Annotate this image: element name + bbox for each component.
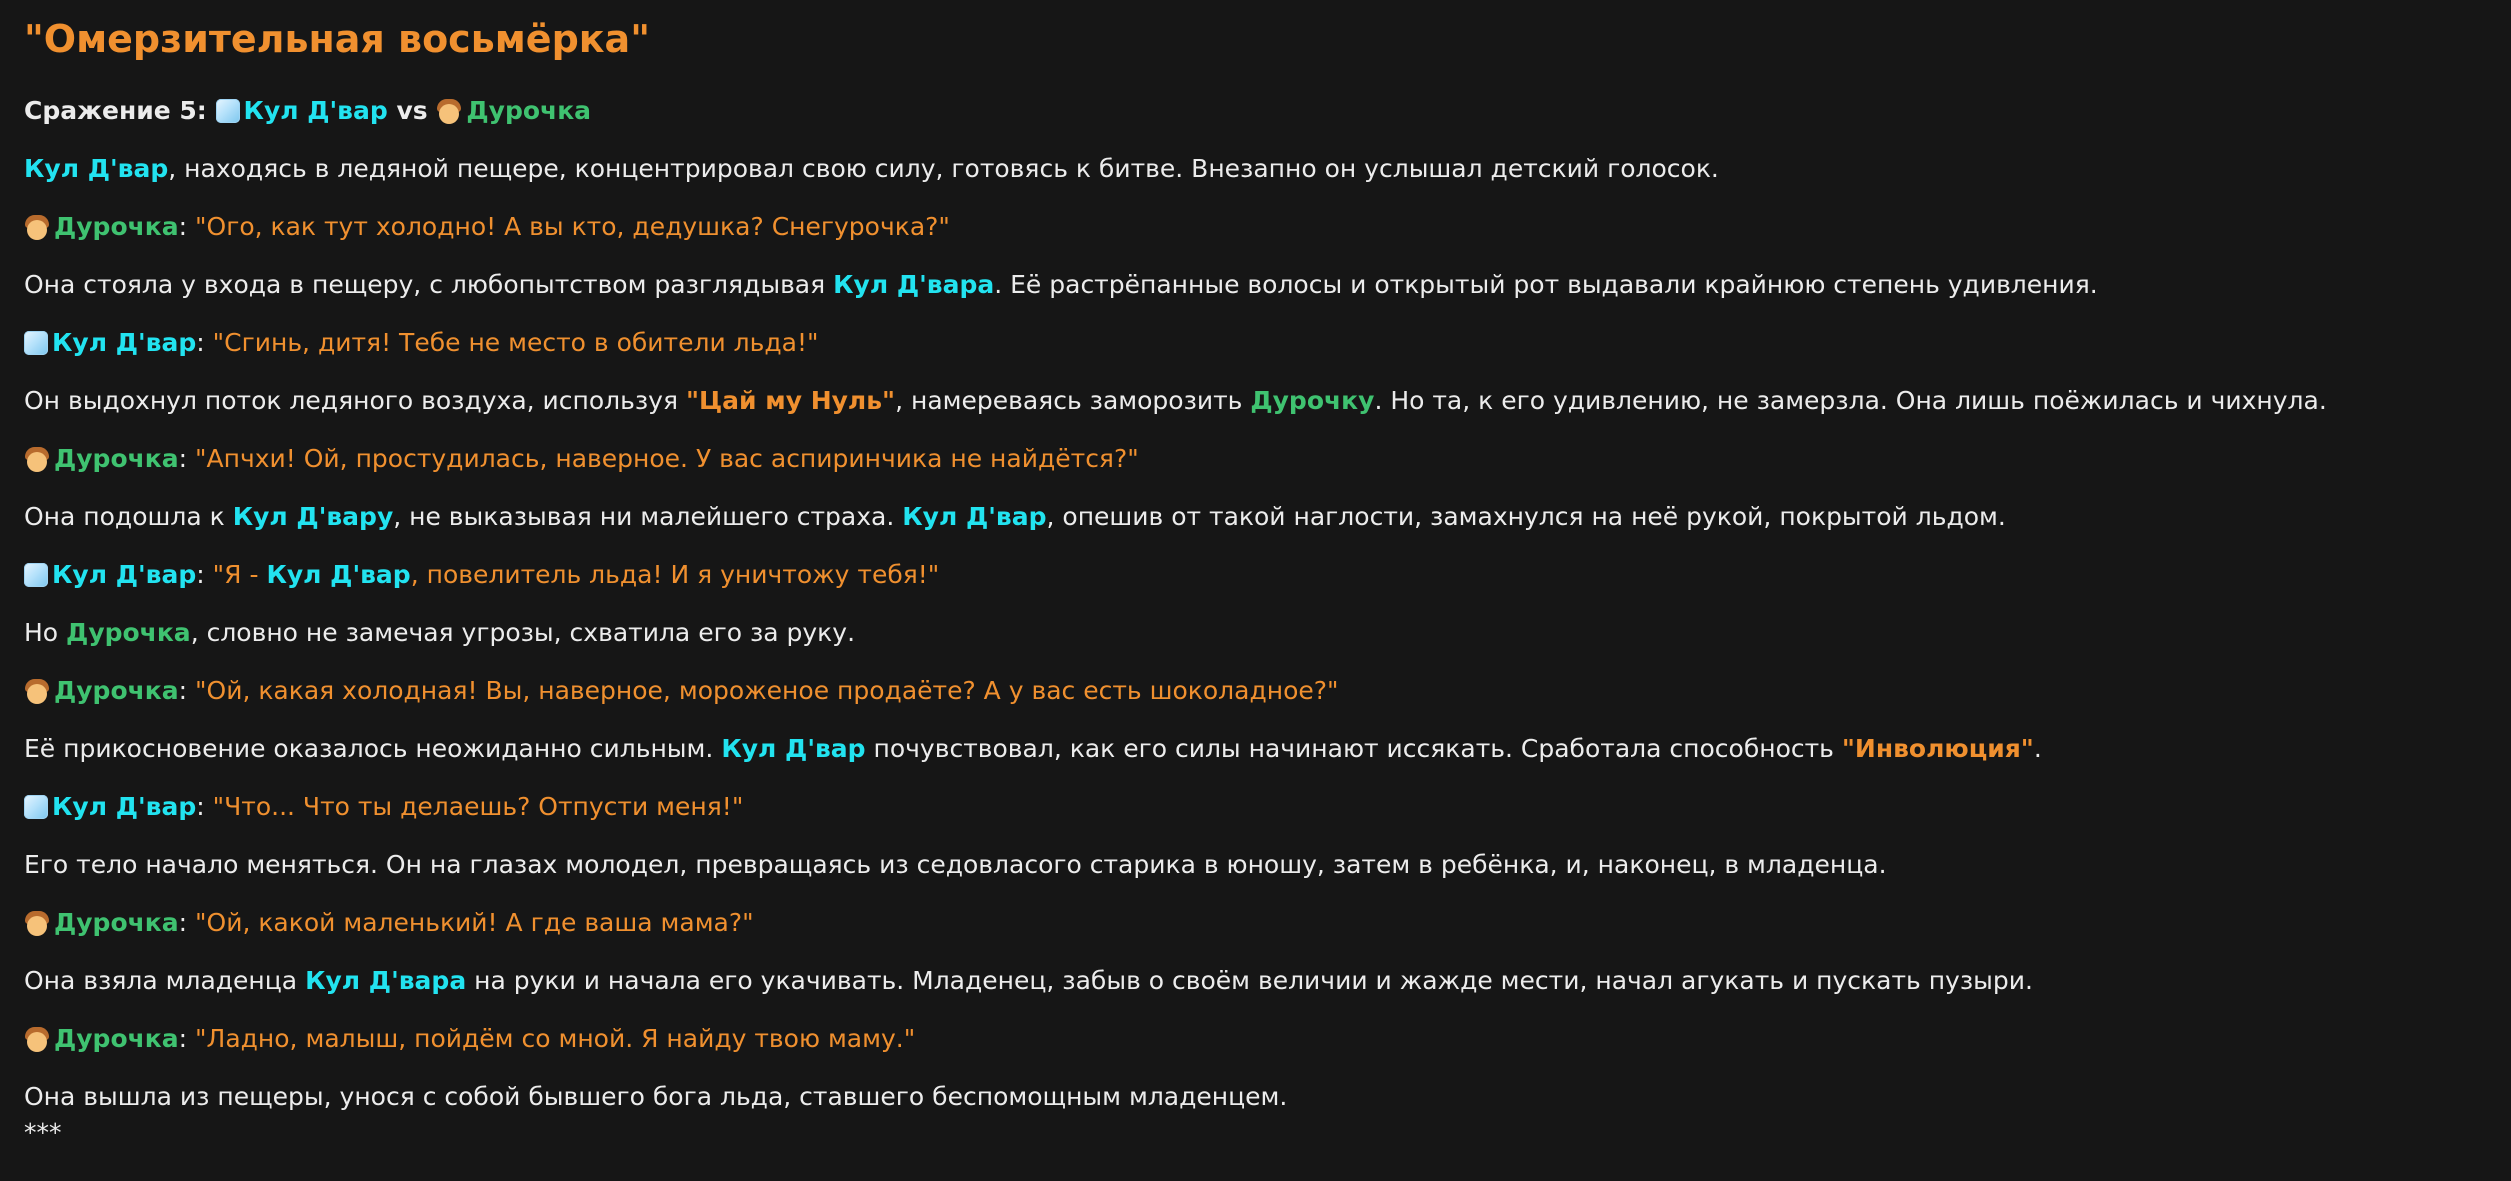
girl-face-icon (24, 678, 50, 704)
girl-face-icon (24, 1026, 50, 1052)
battle-header (24, 94, 2487, 128)
narration-text: Она стояла у входа в пещеру, с любопытством разглядывая (24, 270, 834, 299)
ice-cube-icon (216, 99, 240, 123)
ice-cube-icon (24, 331, 48, 355)
speaker-name: Дурочка (54, 444, 179, 473)
dialogue-line (24, 210, 2487, 244)
quote-text: "Сгинь, дитя! Тебе не место в обители льда!" (212, 328, 819, 357)
character-name: Кул Д'вар (24, 154, 169, 183)
narration-paragraph (24, 848, 2487, 882)
dialogue-line (24, 906, 2487, 940)
girl-face-icon (24, 446, 50, 472)
dialogue-line (24, 558, 2487, 592)
quote-text: "Апчхи! Ой, простудилась, наверное. У вас аспиринчика не найдётся?" (195, 444, 1139, 473)
character-name: Кул Д'вар (721, 734, 866, 763)
narration-text: на руки и начала его укачивать. Младенец, забыв о своём величии и жажде мести, начал агукать и пускать пузыри. (466, 966, 2033, 995)
narration-text: , опешив от такой наглости, замахнулся на неё рукой, покрытой льдом. (1046, 502, 2006, 531)
separator: : (178, 212, 196, 241)
narration-paragraph (24, 732, 2487, 766)
quote-text: "Что... Что ты делаешь? Отпусти меня!" (212, 792, 744, 821)
end-marker: *** (24, 1118, 62, 1147)
character-name: Кул Д'вара (833, 270, 995, 299)
narration-paragraph (24, 1080, 2487, 1114)
separator: : (178, 1024, 196, 1053)
girl-face-icon (24, 910, 50, 936)
narration-text: почувствовал, как его силы начинают иссякать. Сработала способность (865, 734, 1842, 763)
character-name: Дурочку (1250, 386, 1375, 415)
quote-text: "Ой, какой маленький! А где ваша мама?" (195, 908, 754, 937)
narration-text: Но (24, 618, 67, 647)
ability-name: "Инволюция" (1841, 734, 2034, 763)
speaker-name: Кул Д'вар (52, 328, 197, 357)
separator: : (196, 560, 213, 589)
girl-face-icon (24, 214, 50, 240)
character-name: Дурочка (66, 618, 191, 647)
quote-text: "Ой, какая холодная! Вы, наверное, мороженое продаёте? А у вас есть шоколадное?" (195, 676, 1339, 705)
girl-face-icon (436, 98, 462, 124)
narration-paragraph (24, 964, 2487, 998)
speaker-name: Дурочка (54, 908, 179, 937)
narration-text: Она подошла к (24, 502, 233, 531)
narration-text: . (2033, 734, 2042, 763)
narration-text: , словно не замечая угрозы, схватила его за руку. (190, 618, 856, 647)
quote-text: , повелитель льда! И я уничтожу тебя!" (410, 560, 940, 589)
character-name: Кул Д'вара (305, 966, 467, 995)
narration-paragraph (24, 152, 2487, 186)
speaker-name: Кул Д'вар (52, 792, 197, 821)
character-name: Кул Д'вару (232, 502, 394, 531)
narration-text: , находясь в ледяной пещере, концентрировал свою силу, готовясь к битве. Внезапно он услышал детский голосок. (168, 154, 1719, 183)
narration-paragraph (24, 384, 2487, 418)
separator: : (196, 328, 213, 357)
battle-label: Сражение 5: (24, 96, 207, 125)
narration-text: Она вышла из пещеры, унося с собой бывшего бога льда, ставшего беспомощным младенцем. (24, 1082, 1288, 1111)
dialogue-line (24, 442, 2487, 476)
speaker-name: Дурочка (54, 676, 179, 705)
character-name: Кул Д'вар (266, 560, 411, 589)
ice-cube-icon (24, 795, 48, 819)
separator: : (178, 444, 196, 473)
separator: : (178, 908, 196, 937)
dialogue-line (24, 790, 2487, 824)
dialogue-line (24, 326, 2487, 360)
quote-text: "Ладно, малыш, пойдём со мной. Я найду твою маму." (195, 1024, 916, 1053)
page-title: "Омерзительная восьмёрка" (24, 17, 650, 61)
fighter1-name: Кул Д'вар (243, 96, 388, 125)
narration-paragraph (24, 268, 2487, 302)
narration-text: . Её растрёпанные волосы и открытый рот выдавали крайнюю степень удивления. (994, 270, 2098, 299)
speaker-name: Кул Д'вар (52, 560, 197, 589)
narration-paragraph (24, 500, 2487, 534)
ice-cube-icon (24, 563, 48, 587)
separator: : (196, 792, 213, 821)
story-container (24, 16, 2487, 1148)
dialogue-line (24, 674, 2487, 708)
narration-text: , намереваясь заморозить (895, 386, 1251, 415)
narration-text: Её прикосновение оказалось неожиданно сильным. (24, 734, 722, 763)
vs-label: vs (396, 96, 428, 125)
speaker-name: Дурочка (54, 1024, 179, 1053)
narration-text: , не выказывая ни малейшего страха. (393, 502, 903, 531)
ability-name: "Цай му Нуль" (685, 386, 896, 415)
narration-text: . Но та, к его удивлению, не замерзла. Она лишь поёжилась и чихнула. (1374, 386, 2327, 415)
separator: : (178, 676, 196, 705)
narration-text: Его тело начало меняться. Он на глазах молодел, превращаясь из седовласого старика в юношу, затем в ребёнка, и, наконец, в младенца. (24, 850, 1887, 879)
quote-text: "Я - (212, 560, 267, 589)
fighter2-name: Дурочка (466, 96, 592, 125)
speaker-name: Дурочка (54, 212, 179, 241)
character-name: Кул Д'вар (902, 502, 1047, 531)
quote-text: "Ого, как тут холодно! А вы кто, дедушка? Снегурочка?" (195, 212, 950, 241)
dialogue-line (24, 1022, 2487, 1056)
narration-paragraph (24, 616, 2487, 650)
narration-text: Она взяла младенца (24, 966, 306, 995)
narration-text: Он выдохнул поток ледяного воздуха, используя (24, 386, 686, 415)
